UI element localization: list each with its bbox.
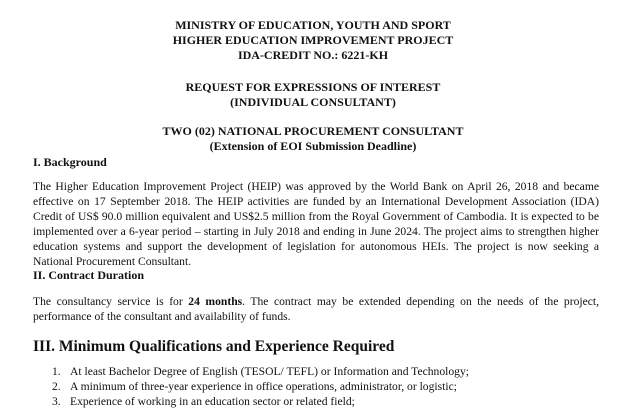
contract-text-after: . The contract may be extended depending on the needs of the project, performance of the consultant and availability of funds. <box>33 295 599 323</box>
list-item-number: 2. <box>52 380 61 393</box>
background-paragraph: The Higher Education Improvement Project (HEIP) was approved by the World Bank on April 26, 2018 and became effective on 17 September 2018. The HEIP activities are funded by an International Development Association (IDA) Credit of US$ 90.0 million equivalent and US$2.5 million from the Royal Government of Cambodia. It is expected to be implemented over a 6-year period – starting in July 2018 and ending in June 2024. The project aims to strengthen higher education systems and support the development of legislation for autonomous HEIs. The project is now seeking a National Procurement Consultant. <box>33 180 599 268</box>
list-item <box>52 364 612 379</box>
list-item-text: Experience of working in an education sector or related field; <box>70 395 355 408</box>
list-item-number: 3. <box>52 395 61 408</box>
list-item-text: A minimum of three-year experience in office operations, administrator, or logistic; <box>70 380 457 393</box>
list-item-text: At least Bachelor Degree of English (TESOL/ TEFL) or Information and Technology; <box>70 365 469 378</box>
contract-duration: 24 months <box>188 295 243 308</box>
qualifications-list <box>52 364 612 409</box>
consultant-type: (INDIVIDUAL CONSULTANT) <box>230 95 396 109</box>
list-item <box>52 379 612 394</box>
project-title: HIGHER EDUCATION IMPROVEMENT PROJECT <box>172 33 454 47</box>
list-item <box>52 394 612 409</box>
ministry-title: MINISTRY OF EDUCATION, YOUTH AND SPORT <box>175 18 451 32</box>
position-title: TWO (02) NATIONAL PROCUREMENT CONSULTANT <box>162 124 464 138</box>
qualifications-heading: III. Minimum Qualifications and Experience Required <box>33 338 395 355</box>
contract-paragraph <box>33 294 599 324</box>
contract-text-before: The consultancy service is for <box>33 295 189 308</box>
credit-number: IDA-CREDIT NO.: 6221-KH <box>237 48 389 62</box>
background-heading: I. Background <box>33 155 107 169</box>
list-item-number: 1. <box>52 365 61 378</box>
extension-note: (Extension of EOI Submission Deadline) <box>209 139 417 153</box>
contract-heading: II. Contract Duration <box>33 268 144 282</box>
request-title: REQUEST FOR EXPRESSIONS OF INTEREST <box>185 80 441 94</box>
